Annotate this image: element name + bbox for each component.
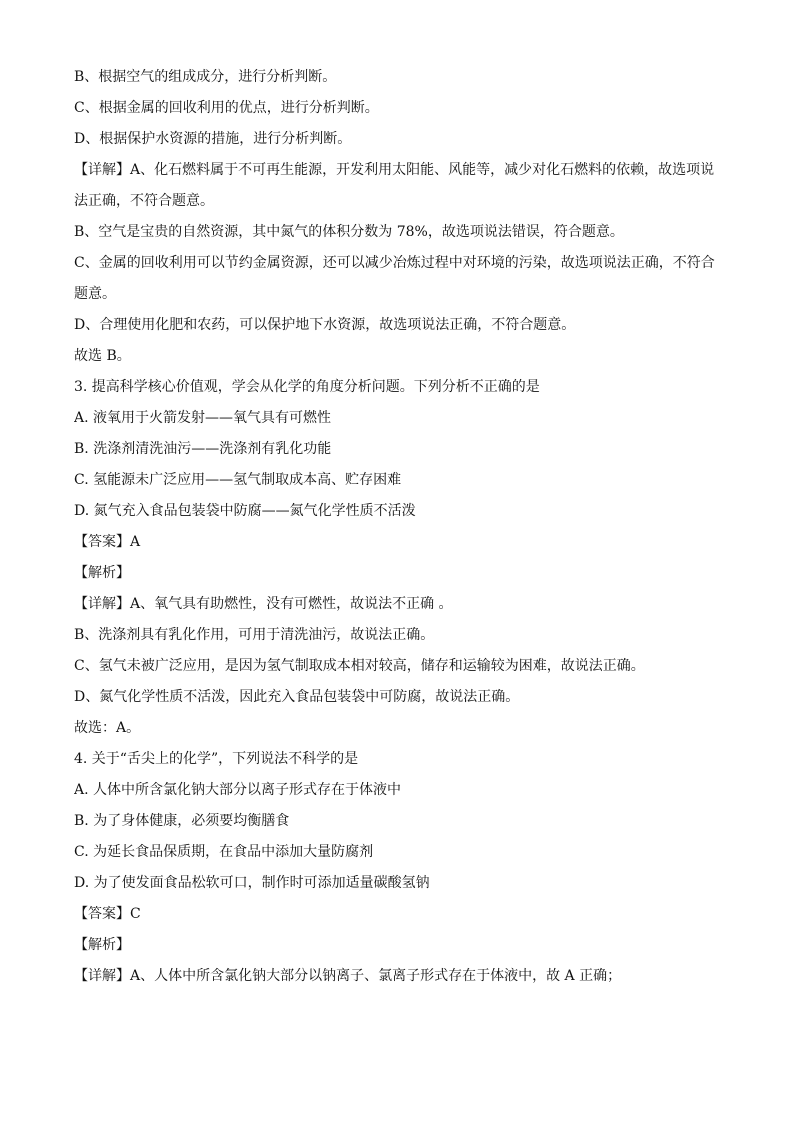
q3-detail-c: C、氢气未被广泛应用，是因为氢气制取成本相对较高，储存和运输较为困难，故说法正确。	[74, 658, 645, 674]
q4-option-c: C. 为延长食品保质期，在食品中添加大量防腐剂	[74, 844, 374, 860]
q3-detail-a: 【详解】A、氧气具有助燃性，没有可燃性，故说法不正确 。	[74, 596, 453, 612]
q4-stem: 4. 关于“舌尖上的化学”，下列说法不科学的是	[74, 751, 359, 767]
q4-option-a: A. 人体中所含氯化钠大部分以离子形式存在于体液中	[74, 782, 402, 798]
q2-detail-a-line1: 【详解】A、化石燃料属于不可再生能源，开发利用太阳能、风能等，减少对化石燃料的依赖，故选项说	[74, 162, 715, 178]
q3-detail-d: D、氮气化学性质不活泼，因此充入食品包装袋中可防腐，故说法正确。	[74, 689, 520, 705]
q3-option-b: B. 洗涤剂清洗油污——洗涤剂有乳化功能	[74, 441, 332, 457]
q3-stem: 3. 提高科学核心价值观，学会从化学的角度分析问题。下列分析不正确的是	[74, 379, 540, 395]
document-page	[74, 62, 724, 992]
q2-detail-a-line2: 法正确，不符合题意。	[74, 193, 214, 209]
q4-analysis-header: 【解析】	[74, 937, 130, 953]
q3-answer: 【答案】A	[74, 534, 141, 550]
q3-option-a: A. 液氧用于火箭发射——氧气具有可燃性	[74, 410, 332, 426]
q4-answer: 【答案】C	[74, 906, 141, 922]
q3-option-c: C. 氢能源未广泛应用——氢气制取成本高、贮存困难	[74, 472, 402, 488]
q3-option-d: D. 氮气充入食品包装袋中防腐——氮气化学性质不活泼	[74, 503, 416, 519]
q4-detail-a: 【详解】A、人体中所含氯化钠大部分以钠离子、氯离子形式存在于体液中，故 A 正确；	[74, 968, 622, 984]
q3-detail-b: B、洗涤剂具有乳化作用，可用于清洗油污，故说法正确。	[74, 627, 435, 643]
q2-analysis-b: B、根据空气的组成成分，进行分析判断。	[74, 69, 337, 85]
q4-option-d: D. 为了使发面食品松软可口，制作时可添加适量碳酸氢钠	[74, 875, 430, 891]
q2-detail-c-line1: C、金属的回收利用可以节约金属资源，还可以减少冶炼过程中对环境的污染，故选项说法正确，不符合	[74, 255, 715, 271]
q4-option-b: B. 为了身体健康，必须要均衡膳食	[74, 813, 290, 829]
q2-detail-c-line2: 题意。	[74, 286, 116, 302]
q2-conclusion: 故选 B。	[74, 348, 131, 364]
q2-detail-b: B、空气是宝贵的自然资源，其中氮气的体积分数为 78%，故选项说法错误，符合题意。	[74, 224, 624, 240]
q2-analysis-c: C、根据金属的回收利用的优点，进行分析判断。	[74, 100, 379, 116]
q2-detail-d: D、合理使用化肥和农药，可以保护地下水资源，故选项说法正确，不符合题意。	[74, 317, 576, 333]
q3-conclusion: 故选：A。	[74, 720, 141, 736]
q2-analysis-d: D、根据保护水资源的措施，进行分析判断。	[74, 131, 352, 147]
q3-analysis-header: 【解析】	[74, 565, 130, 581]
